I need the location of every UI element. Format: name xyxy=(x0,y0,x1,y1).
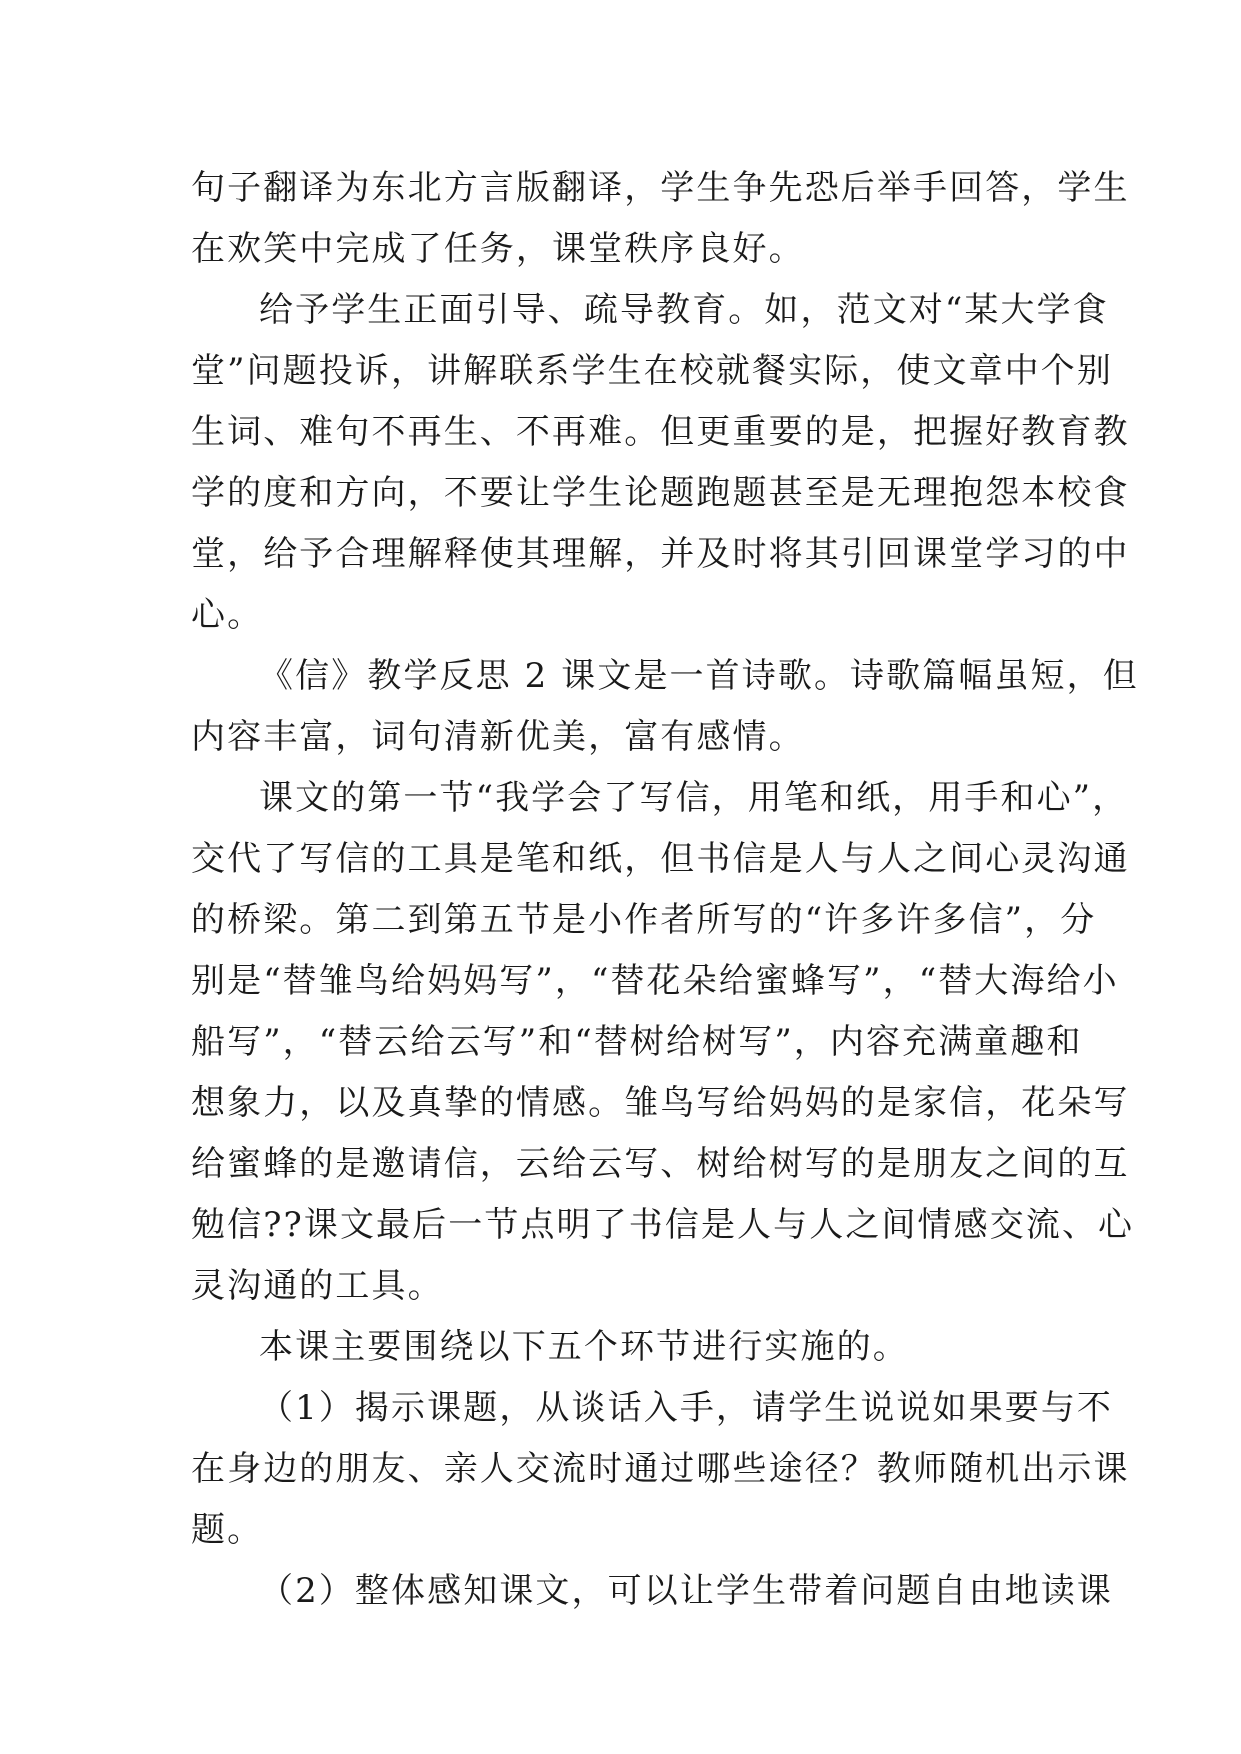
text-line: 句子翻译为东北方言版翻译，学生争先恐后举手回答，学生 xyxy=(191,168,1130,208)
text-line: 船写”，“替云给云写”和“替树给树写”，内容充满童趣和 xyxy=(191,1022,1083,1062)
text-line: 的桥梁。第二到第五节是小作者所写的“许多许多信”，分 xyxy=(191,900,1097,940)
text-line: 学的度和方向，不要让学生论题跑题甚至是无理抱怨本校食 xyxy=(191,473,1130,513)
text-line: 想象力，以及真挚的情感。雏鸟写给妈妈的是家信，花朵写 xyxy=(191,1083,1130,1123)
text-line: 本课主要围绕以下五个环节进行实施的。 xyxy=(259,1327,909,1367)
text-line: 堂”问题投诉，讲解联系学生在校就餐实际，使文章中个别 xyxy=(191,351,1113,391)
text-line: 题。 xyxy=(191,1510,264,1550)
text-line: 心。 xyxy=(191,595,264,635)
text-line: 给蜜蜂的是邀请信，云给云写、树给树写的是朋友之间的互 xyxy=(191,1144,1130,1184)
document-page xyxy=(191,158,1139,1622)
text-line: 《信》教学反思 2 课文是一首诗歌。诗歌篇幅虽短，但 xyxy=(259,656,1139,696)
text-line: 给予学生正面引导、疏导教育。如，范文对“某大学食 xyxy=(259,290,1109,330)
text-line: 勉信??课文最后一节点明了书信是人与人之间情感交流、心 xyxy=(191,1205,1135,1245)
text-line: （2）整体感知课文，可以让学生带着问题自由地读课 xyxy=(259,1571,1114,1611)
text-line: 生词、难句不再生、不再难。但更重要的是，把握好教育教 xyxy=(191,412,1130,452)
text-line: 交代了写信的工具是笔和纸，但书信是人与人之间心灵沟通 xyxy=(191,839,1130,879)
text-line: （1）揭示课题，从谈话入手，请学生说说如果要与不 xyxy=(259,1388,1114,1428)
text-line: 别是“替雏鸟给妈妈写”，“替花朵给蜜蜂写”，“替大海给小 xyxy=(191,961,1119,1001)
text-line: 课文的第一节“我学会了写信，用笔和纸，用手和心”， xyxy=(259,778,1129,818)
text-line: 在身边的朋友、亲人交流时通过哪些途径？教师随机出示课 xyxy=(191,1449,1130,1489)
text-line: 在欢笑中完成了任务，课堂秩序良好。 xyxy=(191,229,805,269)
text-line: 内容丰富，词句清新优美，富有感情。 xyxy=(191,717,805,757)
text-line: 灵沟通的工具。 xyxy=(191,1266,444,1306)
text-line: 堂，给予合理解释使其理解，并及时将其引回课堂学习的中 xyxy=(191,534,1130,574)
